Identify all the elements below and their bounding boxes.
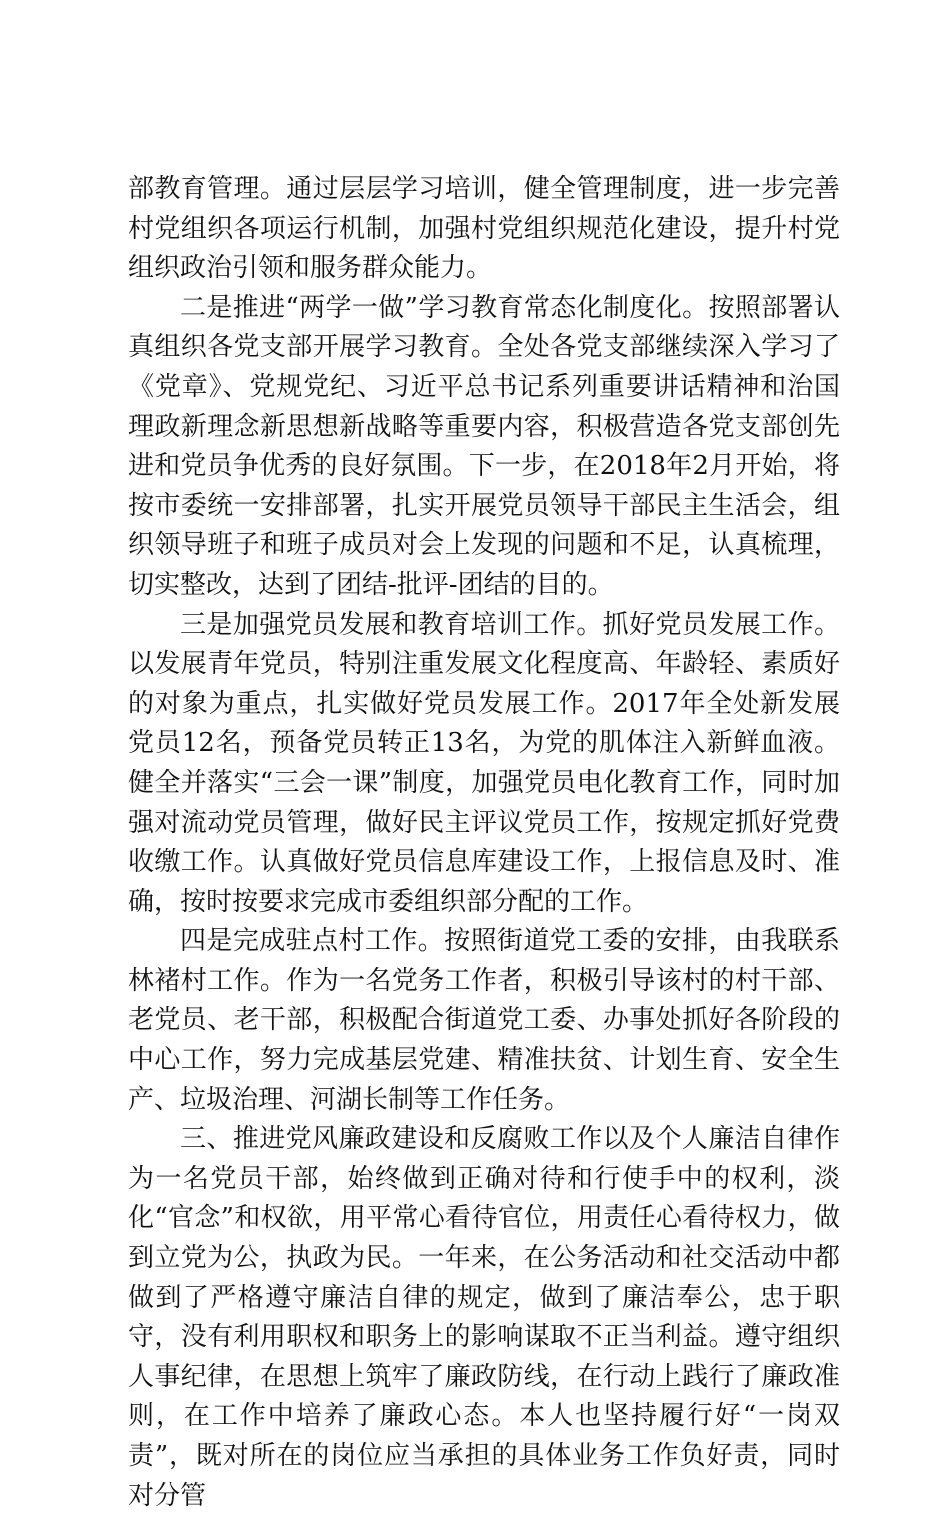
document-body xyxy=(128,170,840,1516)
paragraph-4: 四是完成驻点村工作。按照街道党工委的安排，由我联系林褚村工作。作为一名党务工作者，积极引导该村的村干部、老党员、老干部，积极配合街道党工委、办事处抓好各阶段的中心工作，努力完成基层党建、精准扶贫、计划生育、安全生产、垃圾治理、河湖长制等工作任务。 xyxy=(128,926,840,1115)
paragraph-2: 二是推进“两学一做”学习教育常态化制度化。按照部署认真组织各党支部开展学习教育。全处各党支部继续深入学习了《党章》、党规党纪、习近平总书记系列重要讲话精神和治国理政新理念新思想新战略等重要内容，积极营造各党支部创先进和党员争优秀的良好氛围。下一步，在2018年2月开始，将按市委统一安排部署，扎实开展党员领导干部民主生活会，组织领导班子和班子成员对会上发现的问题和不足，认真梳理，切实整改，达到了团结-批评-团结的目的。 xyxy=(128,292,840,600)
paragraph-1: 部教育管理。通过层层学习培训，健全管理制度，进一步完善村党组织各项运行机制，加强村党组织规范化建设，提升村党组织政治引领和服务群众能力。 xyxy=(128,174,840,284)
paragraph-5: 三、推进党风廉政建设和反腐败工作以及个人廉洁自律作为一名党员干部，始终做到正确对待和行使手中的权利，淡化“官念”和权欲，用平常心看待官位，用责任心看待权力，做到立党为公，执政为民。一年来，在公务活动和社交活动中都做到了严格遵守廉洁自律的规定，做到了廉洁奉公，忠于职守，没有利用职权和职务上的影响谋取不正当利益。遵守组织人事纪律，在思想上筑牢了廉政防线，在行动上践行了廉政准则，在工作中培养了廉政心态。本人也坚持履行好“一岗双责”，既对所在的岗位应当承担的具体业务工作负好责，同时对分管 xyxy=(128,1124,840,1511)
paragraph-3: 三是加强党员发展和教育培训工作。抓好党员发展工作。以发展青年党员，特别注重发展文化程度高、年龄轻、素质好的对象为重点，扎实做好党员发展工作。2017年全处新发展党员12名，预备党员转正13名，为党的肌体注入新鲜血液。健全并落实“三会一课”制度，加强党员电化教育工作，同时加强对流动党员管理，做好民主评议党员工作，按规定抓好党费收缴工作。认真做好党员信息库建设工作，上报信息及时、准确，按时按要求完成市委组织部分配的工作。 xyxy=(128,609,840,917)
